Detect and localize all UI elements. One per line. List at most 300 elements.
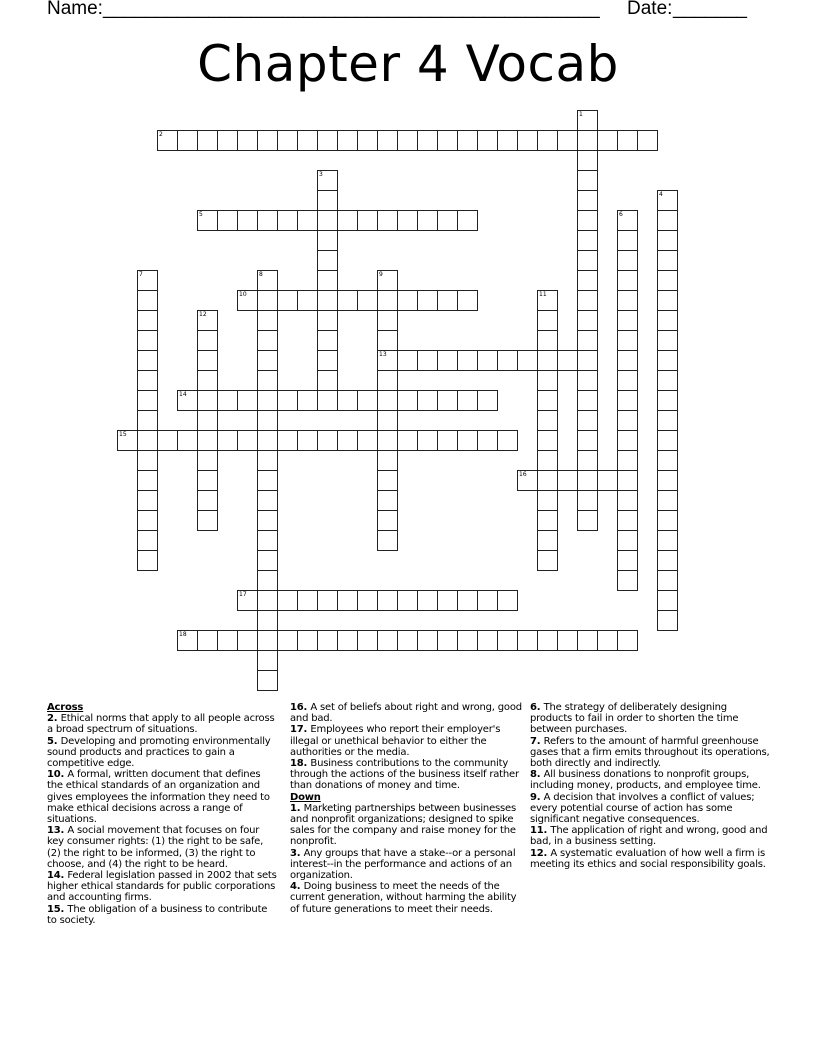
grid-cell[interactable] [317,270,338,291]
clue-down-4 [290,881,524,915]
grid-cell[interactable] [577,510,598,531]
grid-cell[interactable] [497,350,518,371]
grid-cell[interactable] [477,590,498,611]
grid-cell[interactable] [257,390,278,411]
grid-cell[interactable] [137,330,158,351]
grid-cell[interactable] [437,130,458,151]
grid-cell[interactable] [177,630,198,651]
grid-cell[interactable] [257,270,278,291]
grid-cell[interactable] [237,590,258,611]
clue-text: The application of right and wrong, good and bad, in a business setting. [530,825,768,848]
grid-cell[interactable] [657,470,678,491]
clue-text: A decision that involves a conflict of values; every potential course of action has some significant negative consequences. [530,791,755,826]
grid-cell[interactable] [377,410,398,431]
grid-cell[interactable] [437,390,458,411]
grid-cell[interactable] [257,670,278,691]
grid-cell[interactable] [557,130,578,151]
grid-cell[interactable] [317,210,338,231]
clue-number: 4. [290,881,304,893]
grid-cell[interactable] [137,350,158,371]
grid-cell[interactable] [317,390,338,411]
grid-cell[interactable] [397,390,418,411]
grid-cell[interactable] [257,370,278,391]
clue-number: 17. [290,724,311,736]
grid-cell[interactable] [197,330,218,351]
clue-number: 3. [290,847,304,859]
grid-cell[interactable] [657,510,678,531]
grid-cell[interactable] [137,510,158,531]
grid-cell[interactable] [157,130,178,151]
grid-cell[interactable] [417,590,438,611]
grid-cell[interactable] [537,470,558,491]
cell-number: 12 [199,311,207,318]
grid-cell[interactable] [417,630,438,651]
grid-cell[interactable] [537,630,558,651]
grid-cell[interactable] [657,290,678,311]
grid-cell[interactable] [337,210,358,231]
grid-cell[interactable] [437,210,458,231]
grid-cell[interactable] [377,330,398,351]
grid-cell[interactable] [317,170,338,191]
grid-cell[interactable] [537,430,558,451]
grid-cell[interactable] [337,290,358,311]
grid-cell[interactable] [317,250,338,271]
grid-cell[interactable] [577,450,598,471]
grid-cell[interactable] [537,370,558,391]
grid-cell[interactable] [457,350,478,371]
grid-cell[interactable] [537,510,558,531]
grid-cell[interactable] [257,310,278,331]
grid-cell[interactable] [117,430,138,451]
clue-number: 18. [290,758,311,770]
grid-cell[interactable] [517,470,538,491]
grid-cell[interactable] [437,430,458,451]
grid-cell[interactable] [377,450,398,471]
grid-cell[interactable] [377,210,398,231]
grid-cell[interactable] [297,130,318,151]
grid-cell[interactable] [377,390,398,411]
grid-cell[interactable] [257,510,278,531]
clues-column-2 [290,702,524,915]
grid-cell[interactable] [537,350,558,371]
clues-column-3 [530,702,770,870]
grid-cell[interactable] [657,610,678,631]
grid-cell[interactable] [277,290,298,311]
grid-cell[interactable] [577,350,598,371]
grid-cell[interactable] [577,190,598,211]
grid-cell[interactable] [577,150,598,171]
grid-cell[interactable] [137,370,158,391]
grid-cell[interactable] [657,530,678,551]
grid-cell[interactable] [477,130,498,151]
grid-cell[interactable] [217,130,238,151]
clue-text: All business donations to nonprofit groups, including money, products, and employee time. [530,769,761,792]
date-field[interactable]: _______ [673,0,747,19]
clue-down-3 [290,848,524,882]
grid-cell[interactable] [457,130,478,151]
grid-cell[interactable] [477,390,498,411]
grid-cell[interactable] [337,590,358,611]
grid-cell[interactable] [497,590,518,611]
grid-cell[interactable] [297,590,318,611]
grid-cell[interactable] [537,330,558,351]
grid-cell[interactable] [337,430,358,451]
grid-cell[interactable] [257,590,278,611]
grid-cell[interactable] [577,630,598,651]
grid-cell[interactable] [657,410,678,431]
grid-cell[interactable] [557,470,578,491]
grid-cell[interactable] [197,210,218,231]
clue-text: The strategy of deliberately designing products to fail in order to shorten the time between purchases. [530,702,739,736]
grid-cell[interactable] [617,230,638,251]
grid-cell[interactable] [617,410,638,431]
grid-cell[interactable] [337,390,358,411]
grid-cell[interactable] [237,390,258,411]
name-label: Name: [47,0,103,19]
grid-cell[interactable] [457,630,478,651]
grid-cell[interactable] [357,210,378,231]
grid-cell[interactable] [657,490,678,511]
grid-cell[interactable] [137,450,158,471]
grid-cell[interactable] [657,190,678,211]
grid-cell[interactable] [617,490,638,511]
grid-cell[interactable] [657,550,678,571]
grid-cell[interactable] [357,590,378,611]
grid-cell[interactable] [137,270,158,291]
grid-cell[interactable] [317,230,338,251]
grid-cell[interactable] [197,430,218,451]
clue-text: Developing and promoting environmentally sound products and practices to gain a competitive edge. [47,735,271,770]
grid-cell[interactable] [417,350,438,371]
clue-down-1 [290,803,524,848]
grid-cell[interactable] [457,210,478,231]
grid-cell[interactable] [577,110,598,131]
grid-cell[interactable] [617,210,638,231]
grid-cell[interactable] [537,410,558,431]
grid-cell[interactable] [657,210,678,231]
grid-cell[interactable] [537,390,558,411]
grid-cell[interactable] [437,350,458,371]
grid-cell[interactable] [617,550,638,571]
grid-cell[interactable] [417,210,438,231]
grid-cell[interactable] [417,290,438,311]
grid-cell[interactable] [157,430,178,451]
grid-cell[interactable] [657,330,678,351]
grid-cell[interactable] [617,450,638,471]
grid-cell[interactable] [137,470,158,491]
clue-text: A formal, written document that defines the ethical standards of an organization and gives employees the information they need to make ethical decisions across a range of situations. [47,769,270,826]
grid-cell[interactable] [577,230,598,251]
grid-cell[interactable] [297,630,318,651]
grid-cell[interactable] [477,350,498,371]
grid-cell[interactable] [257,350,278,371]
grid-cell[interactable] [657,230,678,251]
grid-cell[interactable] [277,630,298,651]
grid-cell[interactable] [377,350,398,371]
grid-cell[interactable] [657,370,678,391]
grid-cell[interactable] [637,130,658,151]
grid-cell[interactable] [377,270,398,291]
grid-cell[interactable] [577,430,598,451]
grid-cell[interactable] [277,390,298,411]
grid-cell[interactable] [237,290,258,311]
grid-cell[interactable] [297,430,318,451]
grid-cell[interactable] [517,630,538,651]
grid-cell[interactable] [377,310,398,331]
grid-cell[interactable] [197,510,218,531]
grid-cell[interactable] [617,630,638,651]
grid-cell[interactable] [217,430,238,451]
grid-cell[interactable] [577,390,598,411]
grid-cell[interactable] [197,630,218,651]
grid-cell[interactable] [477,430,498,451]
grid-cell[interactable] [497,430,518,451]
grid-cell[interactable] [397,430,418,451]
grid-cell[interactable] [617,470,638,491]
grid-cell[interactable] [537,550,558,571]
grid-cell[interactable] [397,630,418,651]
grid-cell[interactable] [197,390,218,411]
grid-cell[interactable] [657,590,678,611]
grid-cell[interactable] [257,130,278,151]
grid-cell[interactable] [137,390,158,411]
grid-cell[interactable] [137,430,158,451]
grid-cell[interactable] [617,530,638,551]
grid-cell[interactable] [257,290,278,311]
grid-cell[interactable] [617,250,638,271]
grid-cell[interactable] [257,490,278,511]
grid-cell[interactable] [257,550,278,571]
grid-cell[interactable] [317,630,338,651]
grid-cell[interactable] [317,290,338,311]
grid-cell[interactable] [397,130,418,151]
grid-cell[interactable] [657,430,678,451]
grid-cell[interactable] [537,530,558,551]
grid-cell[interactable] [377,430,398,451]
grid-cell[interactable] [137,290,158,311]
grid-cell[interactable] [577,210,598,231]
grid-cell[interactable] [657,350,678,371]
grid-cell[interactable] [177,390,198,411]
grid-cell[interactable] [397,210,418,231]
grid-cell[interactable] [257,610,278,631]
grid-cell[interactable] [597,130,618,151]
grid-cell[interactable] [317,130,338,151]
grid-cell[interactable] [657,390,678,411]
grid-cell[interactable] [577,310,598,331]
grid-cell[interactable] [257,430,278,451]
grid-cell[interactable] [537,450,558,471]
grid-cell[interactable] [277,430,298,451]
grid-cell[interactable] [417,390,438,411]
grid-cell[interactable] [177,130,198,151]
grid-cell[interactable] [197,490,218,511]
grid-cell[interactable] [317,370,338,391]
grid-cell[interactable] [377,130,398,151]
grid-cell[interactable] [437,630,458,651]
grid-cell[interactable] [377,490,398,511]
grid-cell[interactable] [617,370,638,391]
grid-cell[interactable] [197,370,218,391]
grid-cell[interactable] [317,190,338,211]
grid-cell[interactable] [337,630,358,651]
grid-cell[interactable] [297,210,318,231]
grid-cell[interactable] [257,470,278,491]
grid-cell[interactable] [197,450,218,471]
grid-cell[interactable] [577,470,598,491]
grid-cell[interactable] [537,130,558,151]
grid-cell[interactable] [257,630,278,651]
grid-cell[interactable] [397,290,418,311]
grid-cell[interactable] [417,430,438,451]
grid-cell[interactable] [277,130,298,151]
grid-cell[interactable] [137,530,158,551]
grid-cell[interactable] [257,210,278,231]
grid-cell[interactable] [317,590,338,611]
grid-cell[interactable] [617,350,638,371]
grid-cell[interactable] [397,590,418,611]
clue-across-18 [290,758,524,792]
grid-cell[interactable] [597,630,618,651]
grid-cell[interactable] [237,210,258,231]
grid-cell[interactable] [317,310,338,331]
grid-cell[interactable] [217,210,238,231]
grid-cell[interactable] [457,390,478,411]
clue-text: Marketing partnerships between businesses and nonprofit organizations; designed to spike sales for the company and raise money for the nonprofit. [290,802,516,848]
grid-cell[interactable] [197,310,218,331]
cell-number: 17 [239,591,247,598]
grid-cell[interactable] [457,430,478,451]
grid-cell[interactable] [577,270,598,291]
clue-text: A social movement that focuses on four key consumer rights: (1) the right to be safe, (2) the right to be informed, (3) the right to choose, and (4) the right to be heard. [47,825,264,870]
grid-cell[interactable] [577,330,598,351]
grid-cell[interactable] [617,130,638,151]
grid-cell[interactable] [477,630,498,651]
grid-cell[interactable] [357,430,378,451]
grid-cell[interactable] [557,350,578,371]
grid-cell[interactable] [357,630,378,651]
grid-cell[interactable] [257,650,278,671]
grid-cell[interactable] [377,510,398,531]
grid-cell[interactable] [537,290,558,311]
grid-cell[interactable] [617,270,638,291]
grid-cell[interactable] [377,290,398,311]
grid-cell[interactable] [657,250,678,271]
grid-cell[interactable] [297,290,318,311]
grid-cell[interactable] [377,370,398,391]
grid-cell[interactable] [257,570,278,591]
grid-cell[interactable] [577,250,598,271]
grid-cell[interactable] [377,630,398,651]
grid-cell[interactable] [417,130,438,151]
grid-cell[interactable] [377,470,398,491]
grid-cell[interactable] [577,410,598,431]
grid-cell[interactable] [517,350,538,371]
grid-cell[interactable] [357,390,378,411]
grid-cell[interactable] [137,550,158,571]
grid-cell[interactable] [217,630,238,651]
grid-cell[interactable] [357,130,378,151]
grid-cell[interactable] [537,310,558,331]
grid-cell[interactable] [317,430,338,451]
grid-cell[interactable] [617,390,638,411]
grid-cell[interactable] [257,530,278,551]
grid-cell[interactable] [217,390,238,411]
grid-cell[interactable] [657,450,678,471]
grid-cell[interactable] [257,330,278,351]
grid-cell[interactable] [397,350,418,371]
grid-cell[interactable] [197,350,218,371]
grid-cell[interactable] [437,290,458,311]
grid-cell[interactable] [317,350,338,371]
grid-cell[interactable] [597,470,618,491]
grid-cell[interactable] [497,630,518,651]
grid-cell[interactable] [197,470,218,491]
grid-cell[interactable] [557,630,578,651]
clue-text: Any groups that have a stake--or a personal interest--in the performance and actions of an organization. [290,847,516,882]
grid-cell[interactable] [237,130,258,151]
clue-text: Ethical norms that apply to all people across a broad spectrum of situations. [47,713,275,736]
grid-cell[interactable] [337,130,358,151]
grid-cell[interactable] [257,450,278,471]
grid-cell[interactable] [617,290,638,311]
grid-cell[interactable] [257,410,278,431]
grid-cell[interactable] [457,290,478,311]
grid-cell[interactable] [577,130,598,151]
grid-cell[interactable] [377,590,398,611]
grid-cell[interactable] [137,410,158,431]
grid-cell[interactable] [137,490,158,511]
grid-cell[interactable] [517,130,538,151]
grid-cell[interactable] [297,390,318,411]
cell-number: 7 [139,271,143,278]
grid-cell[interactable] [317,330,338,351]
grid-cell[interactable] [277,590,298,611]
grid-cell[interactable] [657,570,678,591]
grid-cell[interactable] [357,290,378,311]
clue-number: 16. [290,702,311,713]
grid-cell[interactable] [617,510,638,531]
grid-cell[interactable] [617,310,638,331]
grid-cell[interactable] [197,410,218,431]
across-heading: Across [47,702,84,713]
clue-number: 10. [47,769,68,781]
grid-cell[interactable] [577,290,598,311]
grid-cell[interactable] [277,210,298,231]
grid-cell[interactable] [577,370,598,391]
grid-cell[interactable] [657,310,678,331]
clue-text: Employees who report their employer's illegal or unethical behavior to either the authorities or the media. [290,724,501,758]
grid-cell[interactable] [137,310,158,331]
grid-cell[interactable] [577,490,598,511]
grid-cell[interactable] [237,630,258,651]
grid-cell[interactable] [497,130,518,151]
grid-cell[interactable] [377,530,398,551]
grid-cell[interactable] [617,430,638,451]
grid-cell[interactable] [657,270,678,291]
name-field[interactable]: _______________________________________________ [103,0,600,19]
grid-cell[interactable] [197,130,218,151]
grid-cell[interactable] [177,430,198,451]
grid-cell[interactable] [577,170,598,191]
cell-number: 2 [159,131,163,138]
grid-cell[interactable] [457,590,478,611]
grid-cell[interactable] [237,430,258,451]
grid-cell[interactable] [617,330,638,351]
grid-cell[interactable] [537,490,558,511]
grid-cell[interactable] [437,590,458,611]
grid-cell[interactable] [617,570,638,591]
